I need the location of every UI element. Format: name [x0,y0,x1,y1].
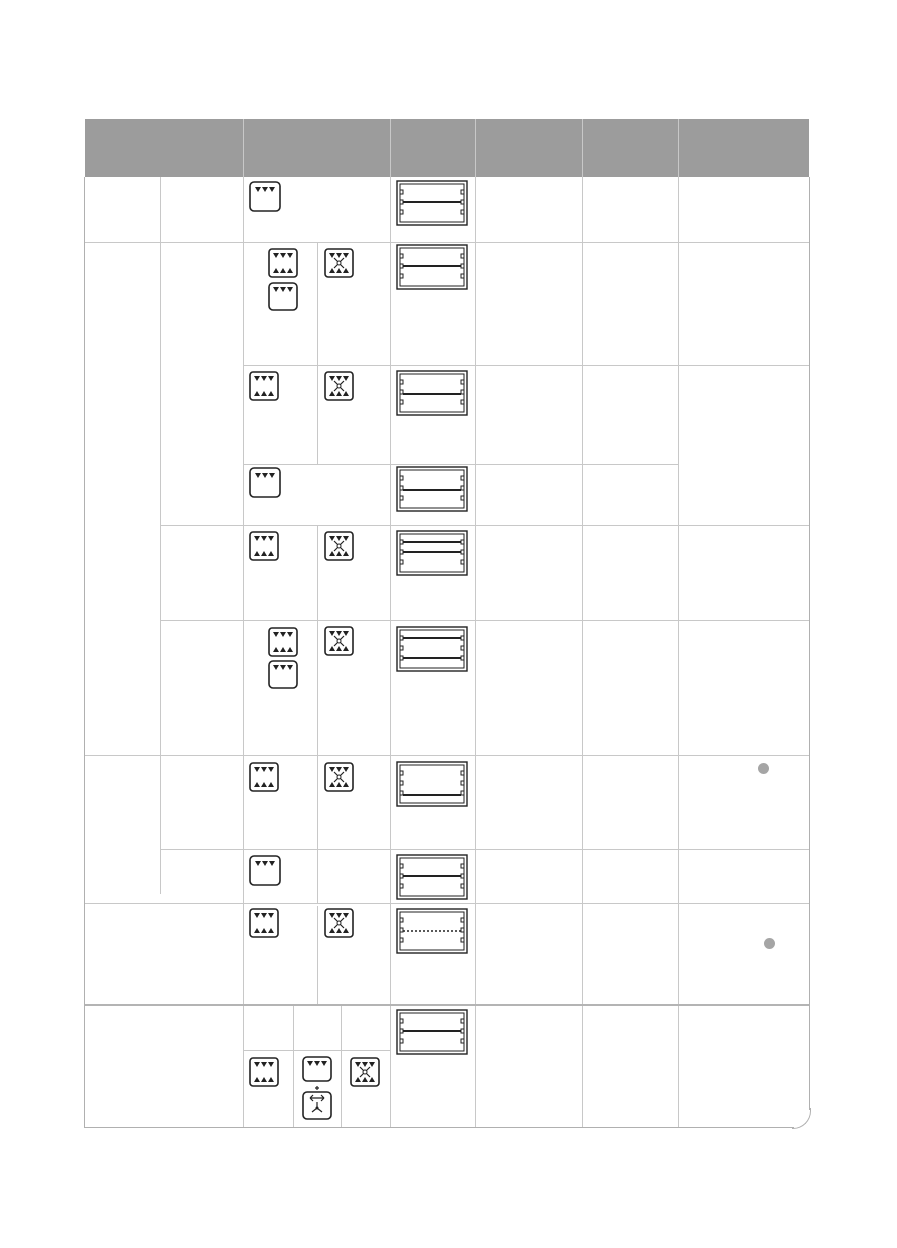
table-border [809,177,810,1110]
oven-top-bottom-heat-icon [249,1057,279,1087]
grid-line [243,365,809,366]
oven-top-heat-icon [302,1056,332,1082]
grid-line [293,1004,294,1127]
oven-grill-fan-icon [324,626,354,656]
table-header [85,119,809,177]
shelf-position-icon [396,466,468,512]
grid-line [160,525,809,526]
oven-top-bottom-heat-icon [249,371,279,401]
grid-line [317,906,318,1004]
oven-top-bottom-heat-icon [249,908,279,938]
oven-top-heat-icon [249,467,281,498]
grid-line [678,119,679,1127]
grid-line [243,119,244,1127]
grid-line [475,119,476,1127]
shelf-position-icon [396,854,468,900]
shelf-position-icon [396,370,468,416]
indicator-dot-icon [764,938,775,949]
oven-top-bottom-heat-icon [268,248,298,278]
grid-line [243,1050,390,1051]
grid-line [582,119,583,1127]
shelf-position-icon [396,180,468,226]
grid-line [317,243,318,464]
oven-top-bottom-heat-icon [268,627,298,657]
grid-line [317,526,318,903]
shelf-position-icon [396,761,468,807]
shelf-position-icon [396,530,468,576]
oven-grill-fan-icon [324,531,354,561]
table-border-corner [792,1108,811,1129]
grid-line [85,903,809,904]
fan-icon [302,1084,332,1120]
grid-line [85,242,809,243]
grid-line [243,464,678,465]
grid-line [160,620,809,621]
oven-grill-fan-icon [324,762,354,792]
indicator-dot-icon [758,763,769,774]
oven-top-bottom-heat-icon [249,762,279,792]
table-border [84,1127,794,1128]
shelf-position-icon [396,626,468,672]
grid-line [85,755,809,756]
oven-top-heat-icon [268,282,298,311]
oven-top-heat-icon [249,855,281,886]
grid-line [390,119,391,1127]
oven-top-heat-icon [249,181,281,212]
shelf-position-icon [396,244,468,290]
shelf-position-icon [396,1009,468,1055]
grid-line [341,1004,342,1127]
grid-line [85,1004,809,1006]
grid-line [160,849,809,850]
oven-top-bottom-heat-icon [249,531,279,561]
oven-grill-fan-icon [324,371,354,401]
oven-grill-fan-icon [324,908,354,938]
table-border [84,177,85,1128]
shelf-position-icon [396,908,468,954]
grid-line [160,177,161,894]
oven-top-heat-icon [268,660,298,689]
oven-grill-fan-icon [350,1057,380,1087]
oven-grill-fan-icon [324,248,354,278]
